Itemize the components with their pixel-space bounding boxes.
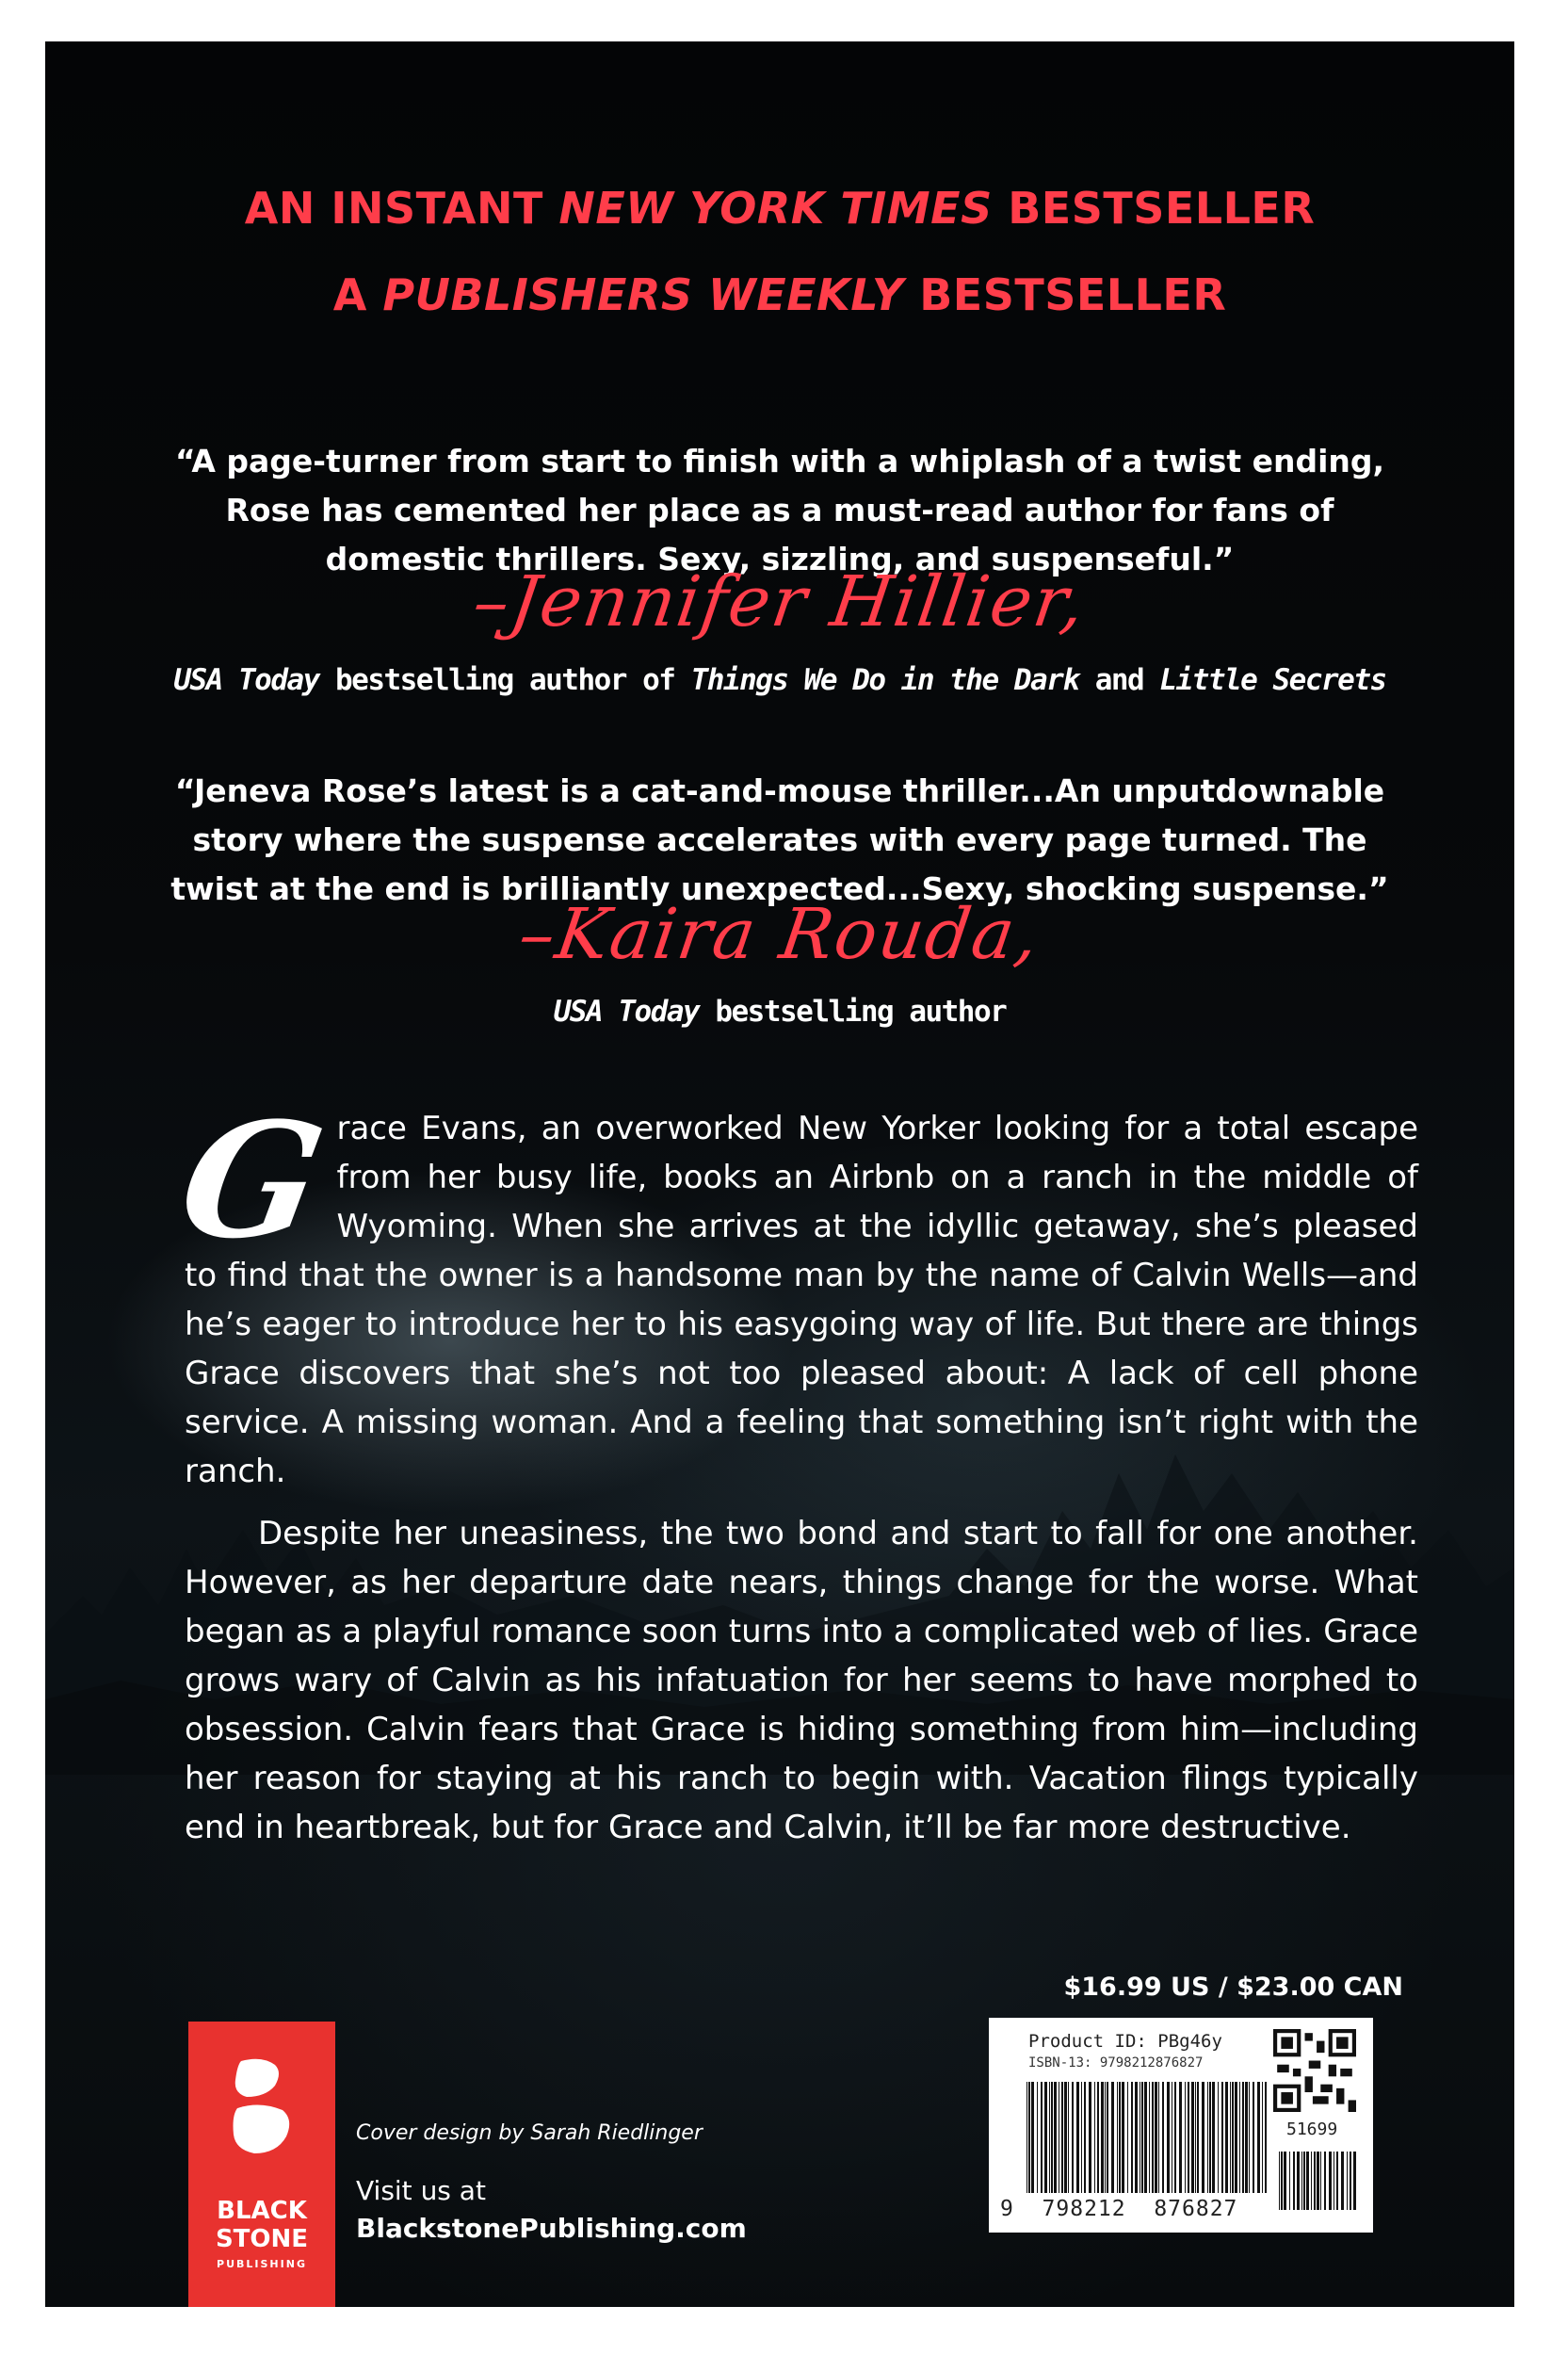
credit-text: bestselling author of <box>318 663 691 697</box>
banner-text: BESTSELLER <box>903 269 1227 320</box>
logo-line-2: STONE <box>215 2225 309 2253</box>
isbn-label: ISBN-13: 9798212876827 <box>1028 2055 1204 2071</box>
barcode-panel <box>989 2018 1373 2233</box>
book-description <box>168 1087 1418 1852</box>
banner-text: A <box>332 269 383 320</box>
reviewer-signature-1: –Jennifer Hillier, <box>468 561 1091 642</box>
drop-cap: G <box>168 1087 336 1274</box>
qr-code-icon <box>1273 2029 1356 2112</box>
credit-book-title: Things We Do in the Dark <box>690 663 1079 697</box>
bestseller-banner-pw <box>45 269 1514 320</box>
description-paragraph-1 <box>168 1087 1418 1496</box>
description-text: race Evans, an overworked New Yorker looking for a total escape from her busy life, books an Airbnb on a ranch in the middle of Wyoming. When she arrives at the idyllic getaway, she’s pleased to find that the owner is a handsome man by the name of Calvin Wells—and he’s eager to introduce her to his easygoing way of life. But there are things Grace discovers that she’s not too pleased about: A lack of cell phone service. A missing woman. And a feeling that something isn’t right with the ranch. <box>185 1110 1418 1490</box>
barcode-supplement-number: 51699 <box>1286 2120 1338 2139</box>
visit-text: Visit us at <box>356 2175 486 2206</box>
blackstone-logo <box>188 2022 335 2307</box>
credit-text: and <box>1078 663 1160 697</box>
reviewer-signature-2: –Kaira Rouda, <box>513 894 1046 975</box>
cover-design-credit: Cover design by Sarah Riedlinger <box>356 2121 703 2145</box>
description-paragraph-2: Despite her uneasiness, the two bond and start to fall for one another. However, as her departure date nears, things change for the worse. What began as a playful romance soon turns into a complicated web of lies. Grace grows wary of Calvin as his infatuation for her seems to have morphed to obsession. Calvin fears that Grace is hiding something from him—including her reason for staying at his ranch to begin with. Vacation flings typically end in heartbreak, but for Grace and Calvin, it’ll be far more destructive. <box>185 1515 1418 1846</box>
credit-publication: USA Today <box>173 663 319 697</box>
barcode-digits: 9 798212 876827 <box>1000 2197 1238 2221</box>
banner-publication: PUBLISHERS WEEKLY <box>382 269 904 320</box>
banner-publication: NEW YORK TIMES <box>558 183 993 234</box>
reviewer-credit-1 <box>45 663 1514 697</box>
reviewer-credit-2 <box>45 995 1514 1029</box>
book-back-cover <box>45 41 1514 2307</box>
publisher-website: BlackstonePublishing.com <box>356 2213 747 2244</box>
product-id: Product ID: PBg46y <box>1028 2031 1222 2052</box>
price-label: $16.99 US / $23.00 CAN <box>1063 1973 1403 2002</box>
logo-line-3: PUBLISHING <box>217 2258 307 2270</box>
blackstone-b-icon <box>228 2055 296 2157</box>
supplement-barcode <box>1277 2152 1358 2210</box>
credit-book-title: Little Secrets <box>1159 663 1386 697</box>
review-quote-2: “Jeneva Rose’s latest is a cat-and-mouse thriller...An unputdownable story where the suspense accelerates with every page turned. The twist at the end is brilliantly unexpected...Sexy, shocking suspense.” <box>170 772 1389 907</box>
review-quote-1: “A page-turner from start to finish with a whiplash of a twist ending, Rose has cemented her place as a must-read author for fans of domestic thrillers. Sexy, sizzling, and suspenseful.” <box>174 443 1385 577</box>
logo-line-1: BLACK <box>217 2197 307 2225</box>
banner-text: BESTSELLER <box>992 183 1316 234</box>
bestseller-banner-nyt <box>45 183 1514 234</box>
credit-publication: USA Today <box>553 995 700 1029</box>
banner-text: AN INSTANT <box>244 183 559 234</box>
isbn-barcode <box>1025 2082 1268 2193</box>
credit-text: bestselling author <box>699 995 1007 1029</box>
